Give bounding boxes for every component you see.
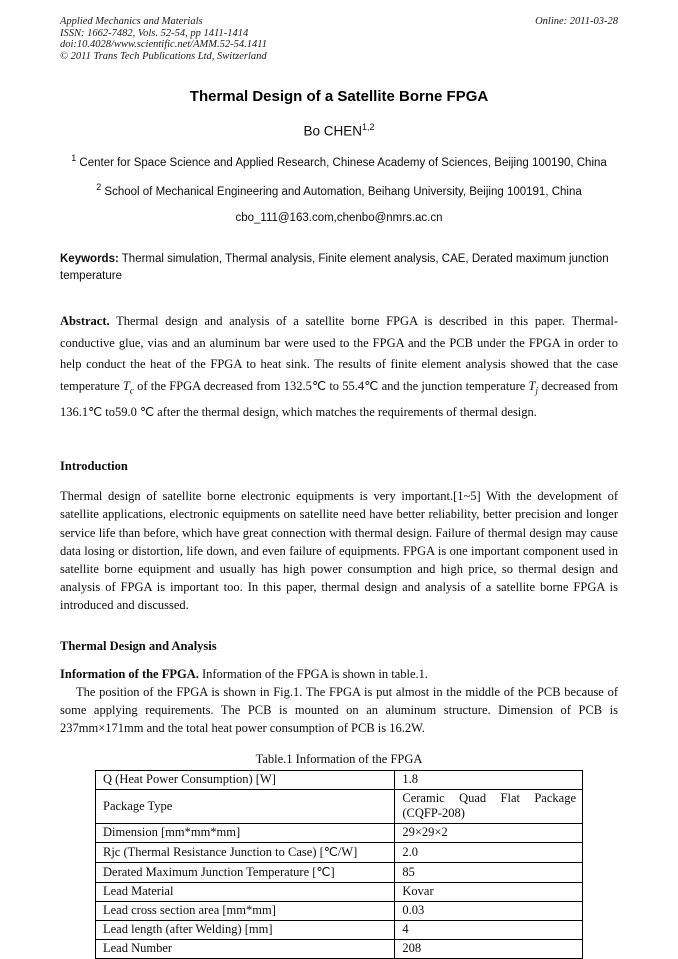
info-subsection-label: Information of the FPGA. <box>60 666 199 681</box>
abstract-text-2: of the FPGA decreased from 132.5℃ to 55.4℃ and the junction temperature <box>133 378 529 393</box>
junction-temperature-symbol: $T_j$ <box>528 378 538 396</box>
table-cell-value: Ceramic Quad Flat Package (CQFP-208) <box>395 790 583 824</box>
author-email: cbo_111@163.com,chenbo@nmrs.ac.cn <box>235 212 443 225</box>
journal-info-block <box>60 16 267 62</box>
table-cell-value: 0.03 <box>395 902 583 921</box>
journal-name: Applied Mechanics and Materials <box>60 16 203 27</box>
table-cell-label: Derated Maximum Junction Temperature [℃] <box>96 863 395 883</box>
publication-header <box>60 16 618 62</box>
info-body-text: The position of the FPGA is shown in Fig.1. The FPGA is put almost in the middle of the PCB because of some applying requirements. The PCB is mounted on an aluminum structure. Dimension of PCB is 237mm×171mm and the total heat power consumption of PCB is 16.2W. <box>60 684 618 736</box>
affiliation-2-marker: 2 <box>96 182 102 193</box>
introduction-paragraph: Thermal design of satellite borne electronic equipments is very important.[1~5] With the development of satellite applications, electronic equipments on satellite need have better reliability, better precision and longer service life than before, which have great connection with thermal design. Failure of thermal design may cause data losing or distortion, life down, and even failure of equipments. FPGA is one important component used in satellite borne equipment and usually has high power consumption and high price, so thermal design and analysis of FPGA is important too. In this paper, thermal design and analysis of a satellite borne FPGA is introduced and discussed. <box>60 489 618 613</box>
table-cell-label: Lead cross section area [mm*mm] <box>96 902 395 921</box>
author-line <box>60 122 618 139</box>
table-row <box>96 883 583 902</box>
abstract-block <box>60 311 618 423</box>
table-cell-value: 2.0 <box>395 843 583 863</box>
table-cell-label: Dimension [mm*mm*mm] <box>96 824 395 843</box>
table-cell-value: 208 <box>395 940 583 959</box>
affiliation-2 <box>60 179 618 200</box>
case-temperature-symbol: $T_c$ <box>122 378 134 396</box>
page-title: Thermal Design of a Satellite Borne FPGA <box>189 88 489 105</box>
table-cell-label: Lead Number <box>96 940 395 959</box>
issn-line: ISSN: 1662-7482, Vols. 52-54, pp 1411-1414 <box>60 27 249 39</box>
table-cell-value: 4 <box>395 921 583 940</box>
table-row <box>96 902 583 921</box>
table-row <box>96 921 583 940</box>
doi-line: doi:10.4028/www.scientific.net/AMM.52-54.1411 <box>60 39 267 50</box>
table-row <box>96 940 583 959</box>
keywords-text: Thermal simulation, Thermal analysis, Finite element analysis, CAE, Derated maximum junction temperature <box>60 253 609 283</box>
table-row <box>96 771 583 790</box>
author-name: Bo CHEN <box>303 123 362 139</box>
affiliation-1-marker: 1 <box>71 152 77 163</box>
table-cell-value: Kovar <box>395 883 583 902</box>
table-row <box>96 843 583 863</box>
table-row <box>96 790 583 824</box>
fpga-information-paragraph <box>60 665 618 738</box>
table-cell-label: Q (Heat Power Consumption) [W] <box>96 771 395 790</box>
table-cell-label: Package Type <box>96 790 395 824</box>
author-superscript: 1,2 <box>362 122 375 132</box>
table-row <box>96 863 583 883</box>
table-cell-label: Lead Material <box>96 883 395 902</box>
section-heading-introduction: Introduction <box>60 459 128 474</box>
table-cell-value: 85 <box>395 863 583 883</box>
abstract-text-3: decreased from 136.1℃ to59.0 ℃ after the thermal design, which matches the requirements of thermal design. <box>60 378 619 419</box>
table-row <box>96 824 583 843</box>
affiliation-1-text: Center for Space Science and Applied Research, Chinese Academy of Sciences, Beijing 100190, China <box>76 156 607 169</box>
online-date: Online: 2011-03-28 <box>535 16 618 27</box>
table-cell-value: 29×29×2 <box>395 824 583 843</box>
keywords-label: Keywords: <box>60 253 119 266</box>
fpga-info-table <box>95 770 583 959</box>
keywords-block <box>60 251 618 285</box>
affiliation-2-text: School of Mechanical Engineering and Automation, Beihang University, Beijing 100191, China <box>101 186 582 199</box>
table-cell-value: 1.8 <box>395 771 583 790</box>
info-intro-text: Information of the FPGA is shown in table.1. <box>198 666 429 681</box>
table-caption: Table.1 Information of the FPGA <box>255 752 423 767</box>
affiliation-1 <box>60 150 618 171</box>
table-cell-label: Lead length (after Welding) [mm] <box>96 921 395 940</box>
table-cell-label: Rjc (Thermal Resistance Junction to Case) [℃/W] <box>96 843 395 863</box>
copyright-line: © 2011 Trans Tech Publications Ltd, Switzerland <box>60 50 267 62</box>
section-heading-thermal-design: Thermal Design and Analysis <box>60 638 217 653</box>
abstract-label: Abstract. <box>60 314 110 329</box>
abstract-text-1: Thermal design and analysis of a satellite borne FPGA is described in this paper. Thermal-conductive glue, vias and an aluminum bar were used to the FPGA and the PCB under the FPGA in order to help conduct the heat of the FPGA to heat sink. The results of finite element analysis showed that the case temperature <box>60 314 618 393</box>
